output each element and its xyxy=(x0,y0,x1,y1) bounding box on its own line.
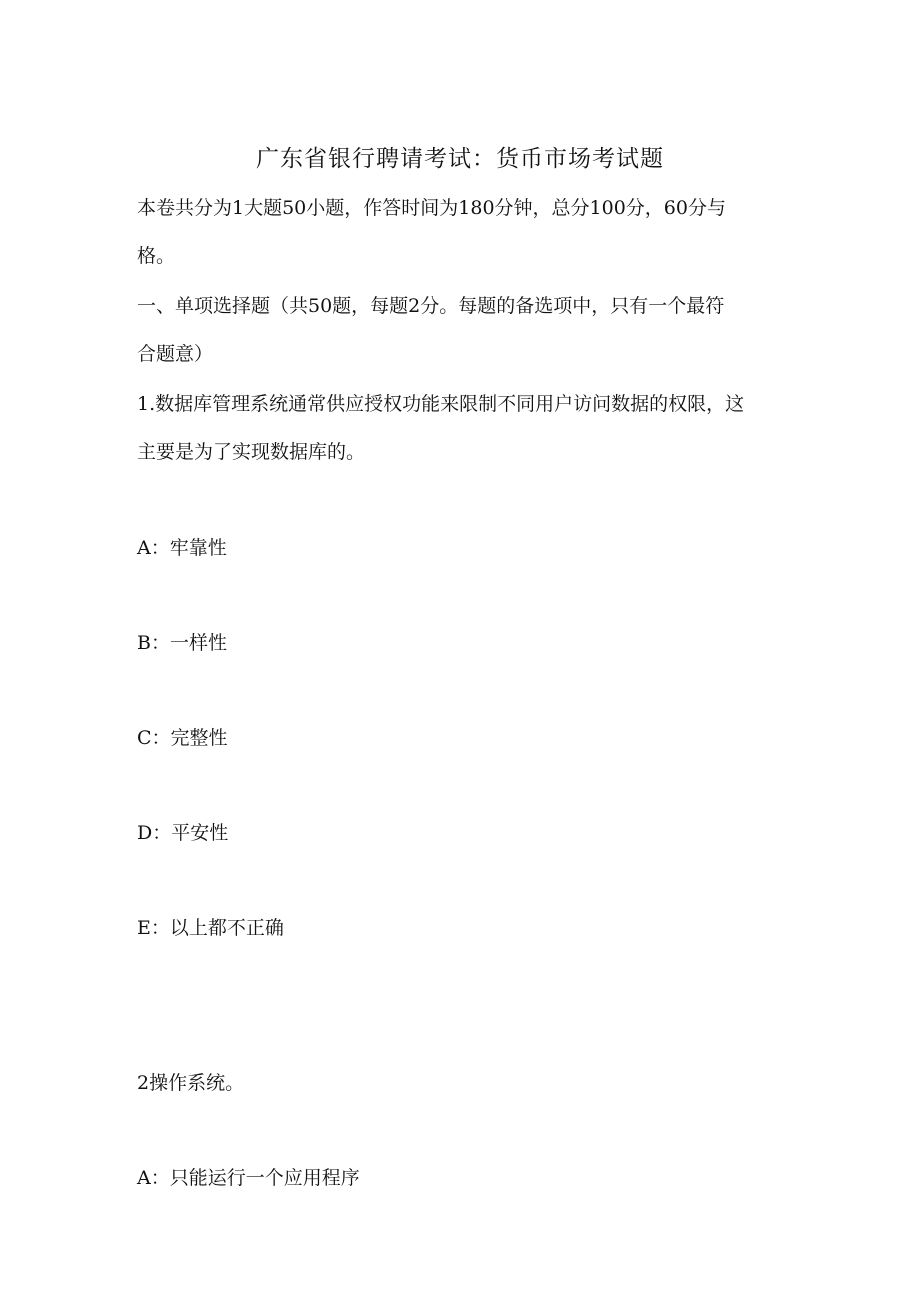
section-heading-line-2: 合题意） xyxy=(137,343,214,365)
question-2-line-1: 2操作系统。 xyxy=(137,1072,245,1094)
question-1-option-a: A：牢靠性 xyxy=(137,537,227,559)
question-1-line-2: 主要是为了实现数据库的。 xyxy=(137,441,366,463)
document-title: 广东省银行聘请考试：货币市场考试题 xyxy=(256,146,664,172)
question-1-option-d: D：平安性 xyxy=(137,822,229,844)
intro-line-2: 格。 xyxy=(137,245,176,267)
question-1-option-b: B：一样性 xyxy=(137,632,227,654)
section-heading-line-1: 一、单项选择题（共50题，每题2分。每题的备选项中，只有一个最符 xyxy=(137,295,725,317)
question-1-option-e: E：以上都不正确 xyxy=(137,917,284,939)
question-1-option-c: C：完整性 xyxy=(137,727,228,749)
question-1-line-1: 1.数据库管理系统通常供应授权功能来限制不同用户访问数据的权限，这 xyxy=(137,393,745,415)
intro-line-1: 本卷共分为1大题50小题，作答时间为180分钟，总分100分，60分与 xyxy=(137,197,726,219)
question-2-option-a: A：只能运行一个应用程序 xyxy=(137,1167,360,1189)
